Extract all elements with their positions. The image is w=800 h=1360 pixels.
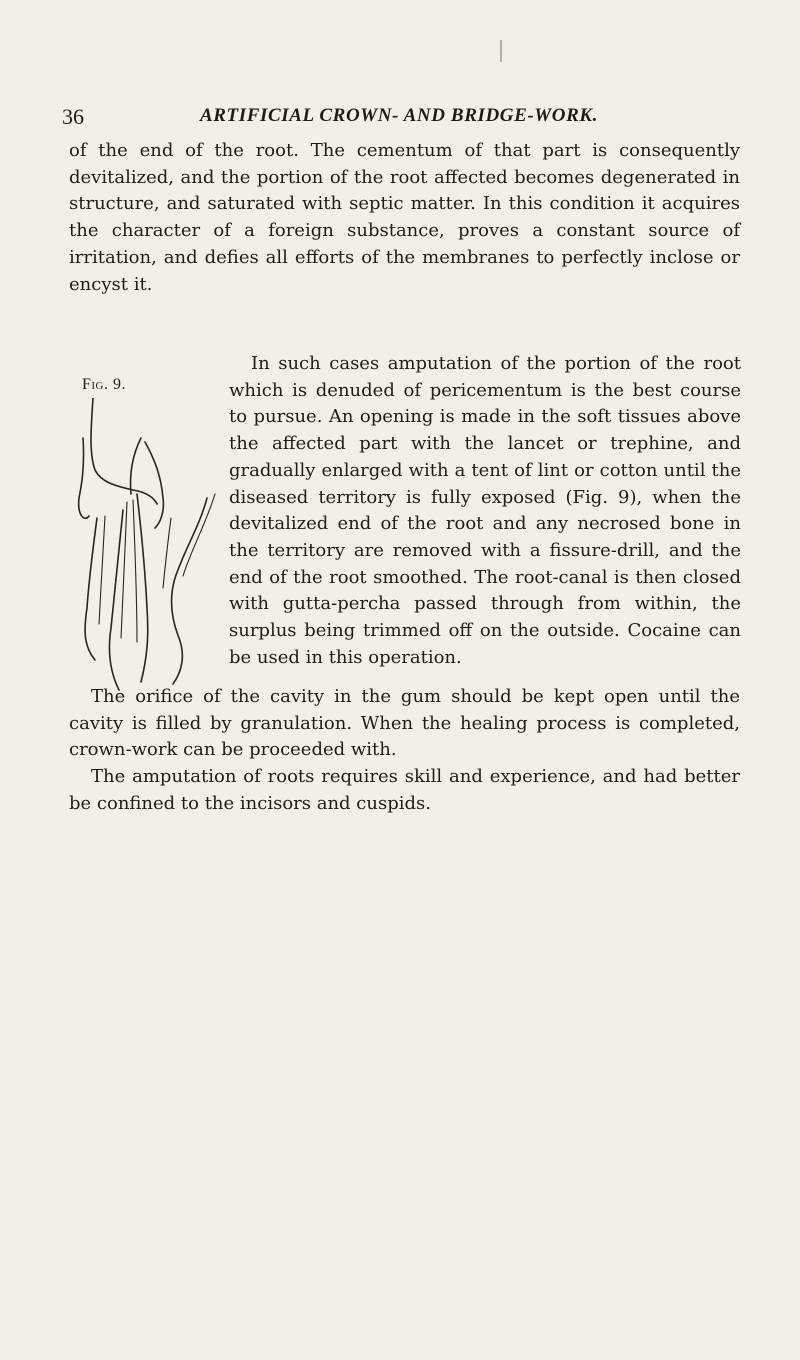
gum-outline [91,398,157,504]
paragraph-continued [69,138,740,298]
page-header [62,104,762,134]
tooth-root-amputation-illustration [75,398,225,698]
paragraph-text: In such cases amputation of the portion of the root which is denuded of pericementum is the best course to pursue. An opening is made in the soft tissues above the affected part with the lancet or trephine, and gradually enlarged with a tent of lint or cotton until the diseased territory is fully exposed (Fig. 9), when the devitalized end of the root and any necrosed bone in the territory are removed with a fissure-drill, and the end of the root smoothed. The root-canal is then closed with gutta-percha passed through from within, the surplus being trimmed off on the outside. Cocaine can be used in this operation. [229,353,741,668]
page-number: 36 [62,104,84,129]
paragraph-text: The orifice of the cavity in the gum should be kept open until the cavity is filled by granulation. When the healing process is completed, crown-work can be proceeded with. [69,686,740,761]
root-outline-left [109,510,123,690]
gum-fold [79,438,89,518]
root-outline-right [137,494,148,682]
crown-outline [172,498,207,684]
paragraph-group [69,684,740,818]
paragraph [229,351,741,671]
paper-mark [500,40,502,62]
figure-label: Fig. 9. [82,376,127,393]
running-head: ARTIFICIAL CROWN- AND BRIDGE-WORK. [200,105,599,126]
paragraph-text: The amputation of roots requires skill and experience, and had better be confined to the incisors and cuspids. [69,766,740,814]
paragraph-text: of the end of the root. The cementum of that part is consequently devitalized, and the portion of the root affected becomes degenerated in structure, and saturated with septic matter. In this condition it acquires the character of a foreign substance, proves a constant source of irritation, and defies all efforts of the membranes to perfectly inclose or encyst it. [69,140,740,295]
